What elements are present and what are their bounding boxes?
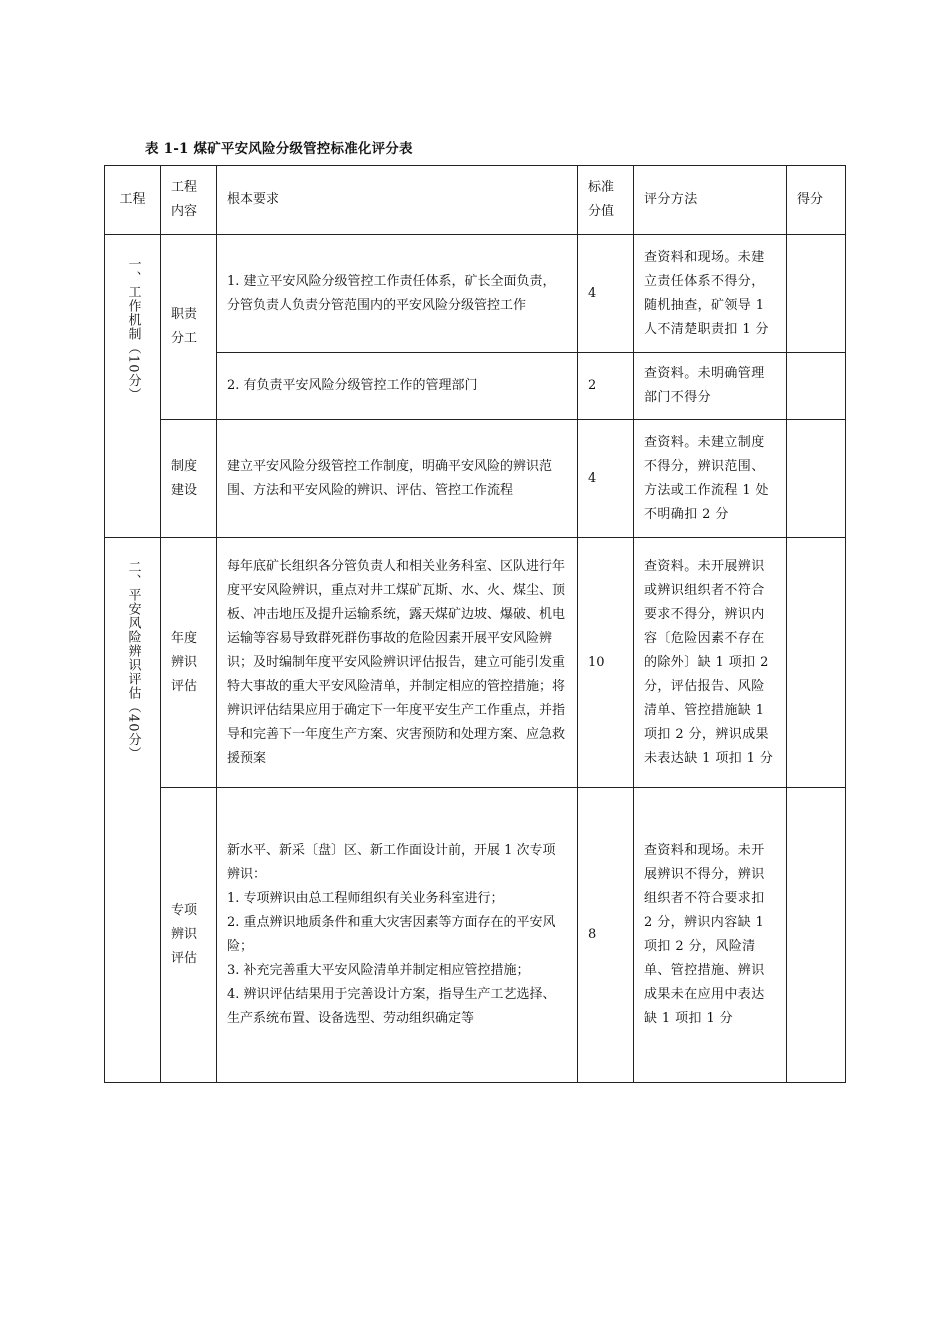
requirement-line: 1. 专项辨识由总工程师组织有关业务科室进行； [227,891,504,906]
table-row [105,788,846,1083]
section1-label-points: （10分） [125,341,141,402]
header-standard: 标准分值 [578,166,634,235]
table-row [105,353,846,420]
table-row [105,235,846,353]
section2-label-points: （40分） [125,700,141,761]
table-row [105,538,846,788]
section2-group1-content: 年度辨识评估 [161,538,217,788]
section1-row1-score [787,235,846,353]
section1-group2-standard: 4 [578,420,634,538]
section2-label [105,538,161,1083]
section1-label-main: 一、工作机制 [125,257,141,341]
section1-row2-standard: 2 [578,353,634,420]
section1-row2-score [787,353,846,420]
table-row [105,420,846,538]
section2-group1-method: 查资料。未开展辨识或辨识组织者不符合要求不得分，辨识内容〔危险因素不存在的除外〕缺 1 项扣 2 分，评估报告、风险清单、管控措施缺 1 项扣 2 分，辨识成果未表达缺 1 项扣 1 分 [634,538,787,788]
section2-group1-standard: 10 [578,538,634,788]
section1-row1-requirement: 1. 建立平安风险分级管控工作责任体系，矿长全面负责，分管负责人负责分管范围内的平安风险分级管控工作 [217,235,578,353]
requirement-line: 4. 辨识评估结果用于完善设计方案，指导生产工艺选择、生产系统布置、设备选型、劳动组织确定等 [227,987,556,1026]
requirement-line: 2. 重点辨识地质条件和重大灾害因素等方面存在的平安风险； [227,915,556,954]
section2-group2-requirement [217,788,578,1083]
header-content: 工程内容 [161,166,217,235]
header-project: 工程 [105,166,161,235]
section1-group1-content: 职责分工 [161,235,217,420]
header-requirement: 根本要求 [217,166,578,235]
section2-group1-requirement: 每年底矿长组织各分管负责人和相关业务科室、区队进行年度平安风险辨识，重点对井工煤矿瓦斯、水、火、煤尘、顶板、冲击地压及提升运输系统，露天煤矿边坡、爆破、机电运输等容易导致群死群伤事故的危险因素开展平安风险辨识；及时编制年度平安风险辨识评估报告，建立可能引发重特大事故的重大平安风险清单，并制定相应的管控措施；将辨识评估结果应用于确定下一年度平安生产工作重点，并指导和完善下一年度生产方案、灾害预防和处理方案、应急救援预案 [217,538,578,788]
section2-label-main: 二、平安风险辨识评估 [125,560,141,700]
header-row [105,166,846,235]
requirement-line: 新水平、新采〔盘〕区、新工作面设计前，开展 1 次专项辨识： [227,843,556,882]
section1-group2-score [787,420,846,538]
section1-row2-method: 查资料。未明确管理部门不得分 [634,353,787,420]
section2-group1-score [787,538,846,788]
section2-group2-method: 查资料和现场。未开展辨识不得分，辨识组织者不符合要求扣 2 分，辨识内容缺 1 项扣 2 分，风险清单、管控措施、辨识成果未在应用中表达缺 1 项扣 1 分 [634,788,787,1083]
section1-group2-content: 制度建设 [161,420,217,538]
section2-group2-score [787,788,846,1083]
header-method: 评分方法 [634,166,787,235]
section2-group2-standard: 8 [578,788,634,1083]
section1-row1-method: 查资料和现场。未建立责任体系不得分，随机抽查，矿领导 1 人不清楚职责扣 1 分 [634,235,787,353]
section1-label-text [125,257,141,402]
section1-row2-requirement: 2. 有负责平安风险分级管控工作的管理部门 [217,353,578,420]
section1-row1-standard: 4 [578,235,634,353]
page-title: 表 1-1 煤矿平安风险分级管控标准化评分表 [145,141,413,157]
header-score: 得分 [787,166,846,235]
section1-group2-method: 查资料。未建立制度不得分，辨识范围、方法或工作流程 1 处不明确扣 2 分 [634,420,787,538]
section1-label [105,235,161,538]
section2-label-text [125,560,141,761]
scoring-table [104,165,846,1083]
requirement-line: 3. 补充完善重大平安风险清单并制定相应管控措施； [227,963,530,978]
section2-group2-content: 专项辨识评估 [161,788,217,1083]
section1-group2-requirement: 建立平安风险分级管控工作制度，明确平安风险的辨识范围、方法和平安风险的辨识、评估、管控工作流程 [217,420,578,538]
